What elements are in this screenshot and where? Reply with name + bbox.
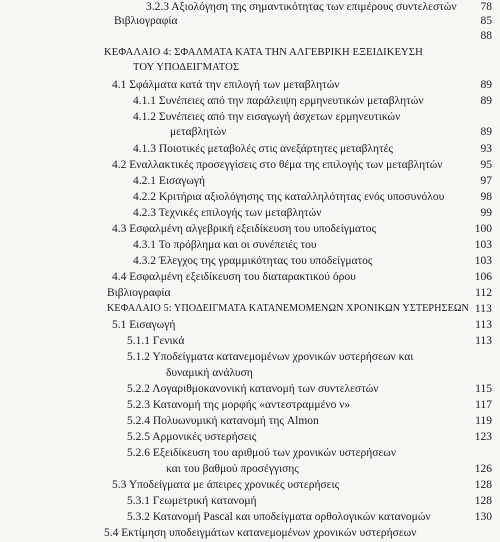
- toc-entry-title: 4.2.2 Κριτήρια αξιολόγησης της καταλληλότητας ενός υποσυνόλου: [133, 191, 445, 203]
- toc-entry: [170, 123, 492, 141]
- chapter-heading: [133, 59, 492, 77]
- toc-entry-page-number: 88: [480, 30, 492, 42]
- toc-entry-page-number: 113: [475, 335, 492, 347]
- toc-entry-title: 4.3 Εσφαλμένη αλγεβρική εξειδίκευση του υποδείγματος: [112, 223, 377, 235]
- toc-entry-title: 5.2.2 Λογαριθμοκανονική κατανομή των συντελεστών: [127, 383, 379, 395]
- toc-entry-page-number: 130: [474, 511, 492, 523]
- toc-entry-title: 5.1.1 Γενικά: [127, 335, 185, 347]
- toc-entry-title: 5.2.6 Εξειδίκευση του αριθμού των χρονικών υστερήσεων: [127, 447, 397, 459]
- toc-entry-title: 4.1.2 Συνέπειες από την εισαγωγή άσχετων ερμηνευτικών: [133, 111, 401, 123]
- toc-entry-page-number: 89: [480, 79, 492, 91]
- toc-entry-title: 3.2.3 Αξιολόγηση της σημαντικότητας των επιμέρους συντελεστών: [146, 1, 457, 13]
- toc-entry-title: 5.1 Εισαγωγή: [112, 319, 176, 331]
- toc-entry-title: 5.4 Εκτίμηση υποδειγμάτων κατανεμομένων χρονικών υστερήσεων: [104, 527, 417, 539]
- toc-entry-title: Βιβλιογραφία: [114, 15, 178, 27]
- toc-entry-page-number: 103: [474, 255, 492, 267]
- toc-entry-page-number: 128: [474, 495, 492, 507]
- toc-entry-page-number: 97: [480, 175, 492, 187]
- toc-entry-page-number: 95: [480, 159, 492, 171]
- toc-entry-page-number: 126: [474, 463, 492, 475]
- toc-entry-title: 5.1.2 Υποδείγματα κατανεμομένων χρονικών υστερήσεων και: [127, 351, 414, 363]
- toc-entry-page-number: 123: [474, 431, 492, 443]
- toc-entry-page-number: 100: [474, 223, 492, 235]
- toc-entry-title: 5.2.3 Κατανομή της μορφής «αντεστραμμένο ν»: [127, 399, 351, 411]
- toc-entry-page-number: 93: [480, 143, 492, 155]
- toc-entry-title: 4.3.1 Το πρόβλημα και οι συνέπειές του: [133, 239, 317, 251]
- toc-entry-page-number: 106: [474, 271, 492, 283]
- toc-entry-page-number: 115: [475, 383, 492, 395]
- toc-entry-title: Βιβλιογραφία: [107, 287, 171, 299]
- toc-entry-title: ΚΕΦΑΛΑΙΟ 4: ΣΦΑΛΜΑΤΑ ΚΑΤΑ ΤΗΝ ΑΛΓΕΒΡΙΚΗ ΕΞΕΙΔΙΚΕΥΣΗ: [104, 47, 423, 58]
- toc-entry-title: δυναμική ανάλυση: [166, 367, 253, 379]
- toc-entry-title: 4.3.2 Έλεγχος της γραμμικότητας του υποδείγματος: [133, 255, 373, 267]
- toc-entry-title: 4.2.1 Εισαγωγή: [133, 175, 205, 187]
- toc-entry-title: 5.2.5 Αρμονικές υστερήσεις: [127, 431, 257, 443]
- toc-entry-title: 4.1.3 Ποιοτικές μεταβολές στις ανεξάρτητες μεταβλητές: [133, 143, 393, 155]
- toc-entry-title: 4.4 Εσφαλμένη εξειδίκευση του διαταρακτικού όρου: [112, 271, 356, 283]
- toc-entry-title: 5.3.1 Γεωμετρική κατανομή: [127, 495, 257, 507]
- toc-entry-page-number: 103: [474, 239, 492, 251]
- toc-entry-page-number: 117: [475, 399, 492, 411]
- toc-entry-page-number: 128: [474, 479, 492, 491]
- toc-entry-title: 5.3 Υποδείγματα με άπειρες χρονικές υστερήσεις: [112, 479, 340, 491]
- toc-entry-page-number: 113: [475, 319, 492, 331]
- toc-entry-title: 5.3.2 Κατανομή Pascal και υποδείγματα ορθολογικών κατανομών: [127, 511, 431, 523]
- toc-entry: [114, 27, 492, 45]
- toc-entry-page-number: 113: [474, 303, 492, 315]
- toc-entry-title: μεταβλητών: [170, 126, 227, 138]
- toc-entry-title: ΤΟΥ ΥΠΟΔΕΙΓΜΑΤΟΣ: [133, 62, 240, 73]
- toc-entry-page-number: 112: [475, 287, 492, 299]
- toc-entry: [104, 524, 492, 542]
- toc-entry-page-number: 98: [480, 191, 492, 203]
- toc-entry-page-number: 78: [480, 1, 492, 13]
- toc-entry-title: και του βαθμού προσέγγισης: [166, 463, 299, 475]
- toc-entry-page-number: 89: [480, 95, 492, 107]
- toc-entry-page-number: 119: [475, 415, 492, 427]
- toc-entry-title: 4.2.3 Τεχνικές επιλογής των μεταβλητών: [133, 207, 322, 219]
- toc-entry-page-number: 85: [480, 15, 492, 27]
- toc-entry-title: 4.1 Σφάλματα κατά την επιλογή των μεταβλητών: [112, 79, 340, 91]
- toc-entry-title: ΚΕΦΑΛΑΙΟ 5: ΥΠΟΔΕΙΓΜΑΤΑ ΚΑΤΑΝΕΜΟΜΕΝΩΝ ΧΡΟΝΙΚΩΝ ΥΣΤΕΡΗΣΕΩΝ: [107, 303, 469, 314]
- toc-entry-title: 4.1.1 Συνέπειες από την παράλειψη ερμηνευτικών μεταβλητών: [133, 95, 424, 107]
- toc-entry-title: 5.2.4 Πολυωνυμική κατανομή της Almon: [127, 415, 319, 427]
- toc-entry-page-number: 89: [480, 126, 492, 138]
- toc-entry-title: 4.2 Εναλλακτικές προσεγγίσεις στο θέμα της επιλογής των μεταβλητών: [112, 159, 443, 171]
- toc-entry-page-number: 99: [480, 207, 492, 219]
